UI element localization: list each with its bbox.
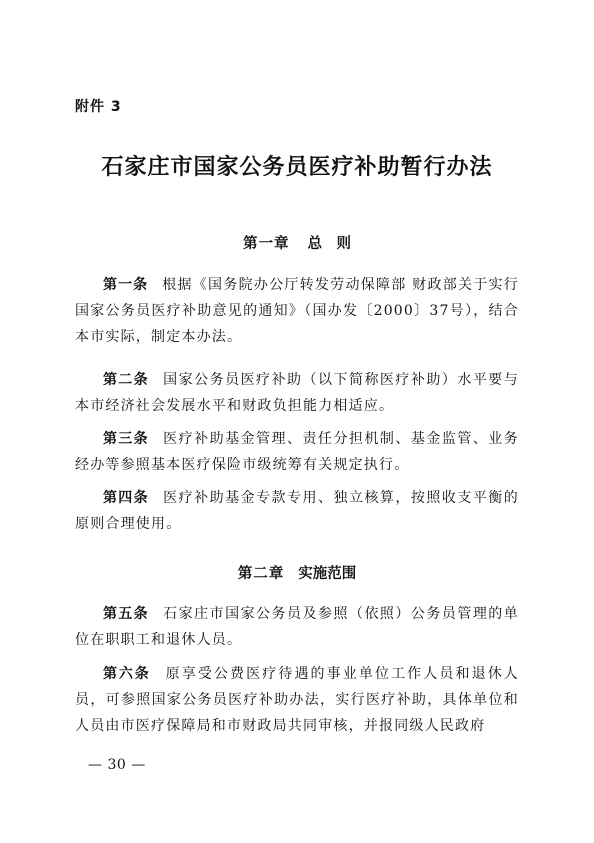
article-2-text: 国家公务员医疗补助（以下简称医疗补助）水平要与本市经济社会发展水平和财政负担能力相适应。 [75,372,519,414]
article-4-text: 医疗补助基金专款专用、独立核算，按照收支平衡的原则合理使用。 [75,490,519,532]
article-5-text: 石家庄市国家公务员及参照（依照）公务员管理的单位在职职工和退休人员。 [75,606,519,648]
article-5 [75,601,519,653]
chapter-2-heading [0,562,594,583]
article-6-text: 原享受公费医疗待遇的事业单位工作人员和退休人员，可参照国家公务员医疗补助办法，实行医疗补助，具体单位和人员由市医疗保障局和市财政局共同审核，并报同级人民政府 [75,666,519,734]
document-title: 石家庄市国家公务员医疗补助暂行办法 [101,154,493,180]
article-3-label: 第三条 [103,431,149,447]
article-2-label: 第二条 [103,372,149,388]
article-1-text: 根据《国务院办公厅转发劳动保障部 财政部关于实行国家公务员医疗补助意见的通知》（国办发〔2000〕37号），结合本市实际，制定本办法。 [75,277,520,345]
article-3 [75,426,519,478]
article-6 [75,661,519,739]
article-1 [75,272,519,350]
article-4 [75,485,519,537]
chapter-1-name: 总 则 [307,236,351,252]
article-6-label: 第六条 [103,666,151,682]
chapter-2-number: 第二章 [237,566,285,582]
chapter-1-number: 第一章 [243,236,290,252]
chapter-1-heading [0,232,594,253]
article-1-label: 第一条 [103,277,149,293]
article-3-text: 医疗补助基金管理、责任分担机制、基金监管、业务经办等参照基本医疗保险市级统筹有关规定执行。 [75,431,519,473]
article-5-label: 第五条 [103,606,149,622]
page-number: — 30 — [88,757,146,773]
article-4-label: 第四条 [103,490,149,506]
attachment-label: 附件 3 [75,99,122,115]
article-2 [75,367,519,419]
chapter-2-name: 实施范围 [298,566,357,582]
